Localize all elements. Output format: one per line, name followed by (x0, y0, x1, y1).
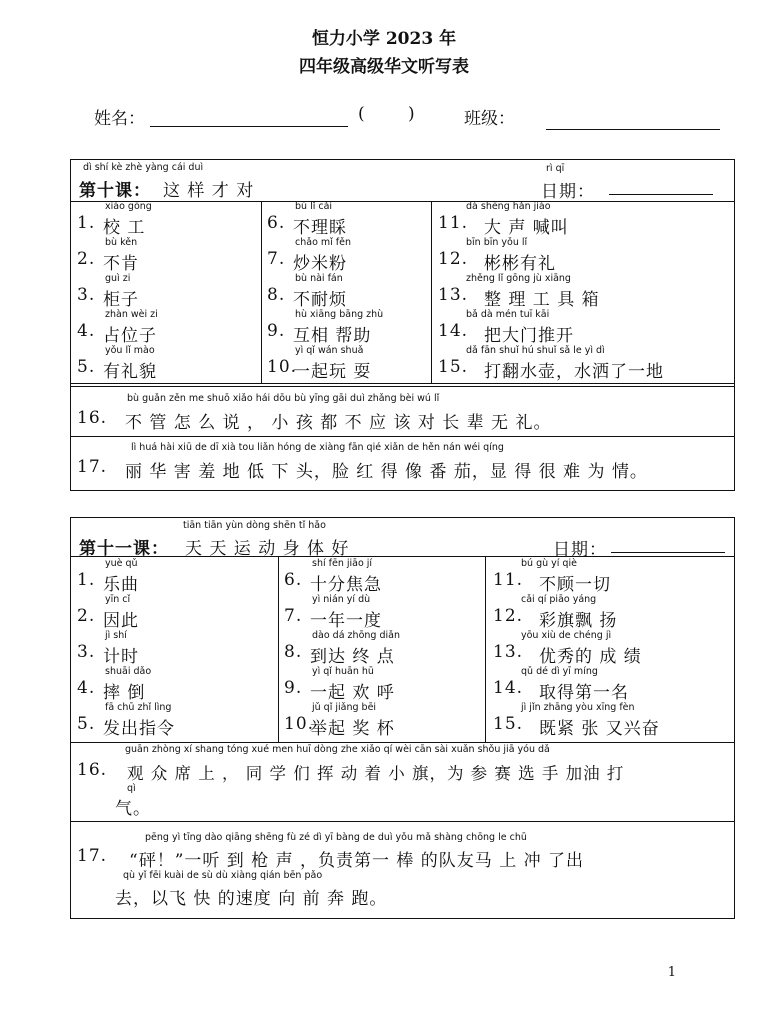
word-text: 发出指令 (103, 719, 175, 739)
word-pinyin: chǎo mǐ fěn (295, 237, 352, 248)
word-text: 打翻水壶，水洒了一地 (484, 362, 664, 382)
word-pinyin: bù kěn (105, 237, 138, 248)
word-text: 整 理 工 具 箱 (484, 290, 600, 310)
worksheet-title: 四年级高级华文听写表 (299, 57, 469, 77)
lesson-11-title-pinyin: tiān tiān yùn dòng shēn tǐ hǎo (183, 520, 326, 531)
page-number: 1 (667, 965, 676, 980)
l11-s16-pinyin: guān zhòng xí shang tóng xué men huī dòng zhe xiǎo qí wèi cān sài xuǎn shǒu jiā yóu dǎ (125, 744, 550, 755)
word-text: 互相 帮助 (293, 326, 372, 346)
s17-sentence: 丽 华 害 羞 地 低 下 头，脸 红 得 像 番 茄，显 得 很 难 为 情。 (125, 462, 648, 482)
word-number: 1. (77, 213, 96, 233)
word-pinyin: yuè qǔ (105, 558, 138, 569)
lesson-10-date-label: 日期： (541, 182, 595, 202)
word-number: 6. (284, 570, 303, 590)
l11-s16-number: 16. (77, 760, 108, 780)
word-text: 取得第一名 (539, 683, 629, 703)
word-number: 4. (77, 678, 96, 698)
word-pinyin: bú gù yí qiè (521, 558, 577, 569)
word-number: 12. (438, 249, 469, 269)
lesson-11-title-text: 天 天 运 动 身 体 好 (185, 539, 350, 559)
l11-s17-sentence: “砰！”一听 到 枪 声 ，负责第一 棒 的队友马 上 冲 了出 (129, 851, 585, 871)
word-number: 15. (493, 714, 524, 734)
word-pinyin: yì qǐ huān hū (312, 666, 374, 677)
word-pinyin: bù lǐ cǎi (295, 201, 333, 212)
l11-s17-sentence-cont: 去，以飞 快 的速度 向 前 奔 跑。 (115, 889, 388, 909)
lesson-11-title: 第十一课： (79, 539, 169, 559)
l11-s16-sentence-cont: 气。 (115, 799, 151, 819)
l11-s17b-pinyin: qù yǐ fēi kuài de sù dù xiàng qián bēn pǎo (123, 870, 323, 881)
word-number: 10. (284, 714, 315, 734)
word-text: 占位子 (103, 326, 157, 346)
word-pinyin: bù nài fán (295, 273, 343, 284)
word-pinyin: bīn bīn yǒu lǐ (466, 237, 528, 248)
word-number: 7. (267, 249, 286, 269)
word-text: 校 工 (103, 218, 146, 238)
word-number: 8. (284, 642, 303, 662)
word-text: 到达 终 点 (310, 647, 395, 667)
name-label: 姓名： (94, 109, 145, 129)
word-text: 因此 (103, 611, 139, 631)
word-pinyin: guì zi (105, 273, 131, 284)
word-text: 一起 欢 呼 (310, 683, 395, 703)
word-pinyin: yōu xiù de chéng jì (521, 630, 612, 641)
word-number: 3. (77, 642, 96, 662)
lesson-11-date-blank[interactable] (611, 552, 725, 553)
word-text: 优秀的 成 绩 (539, 647, 642, 667)
word-number: 9. (284, 678, 303, 698)
word-number: 2. (77, 249, 96, 269)
word-pinyin: jì jǐn zhāng yòu xīng fèn (521, 702, 635, 713)
word-pinyin: zhàn wèi zi (105, 309, 158, 320)
word-number: 11. (493, 570, 524, 590)
word-number: 14. (493, 678, 524, 698)
word-pinyin: dà shēng hǎn jiào (466, 201, 551, 212)
school-title: 恒力小学 2023 年 (311, 29, 457, 49)
word-pinyin: dào dá zhōng diǎn (312, 630, 400, 641)
word-number: 14. (438, 321, 469, 341)
word-number: 3. (77, 285, 96, 305)
word-pinyin: cǎi qí piāo yáng (521, 594, 597, 605)
word-number: 5. (77, 357, 96, 377)
word-number: 8. (267, 285, 286, 305)
lesson-10-date-blank[interactable] (609, 194, 713, 195)
lesson-10-title-pinyin: dì shí kè zhè yàng cái duì (83, 162, 204, 173)
word-pinyin: xiào gōng (105, 201, 152, 212)
word-text: 不顾一切 (539, 575, 611, 595)
class-blank[interactable] (546, 129, 720, 130)
word-text: 十分焦急 (310, 575, 382, 595)
s16-number: 16. (77, 408, 108, 428)
word-pinyin: jǔ qǐ jiǎng bēi (312, 702, 377, 713)
word-pinyin: zhěng lǐ gōng jù xiāng (466, 273, 571, 284)
word-text: 大 声 喊叫 (484, 218, 569, 238)
word-text: 一年一度 (310, 611, 382, 631)
word-text: 乐曲 (103, 575, 139, 595)
paren-open: ( (358, 104, 365, 124)
class-label: 班级： (464, 109, 515, 129)
word-text: 炒米粉 (293, 254, 347, 274)
lesson-11-table (70, 517, 735, 919)
lesson-10-title-text: 这 样 才 对 (163, 181, 255, 201)
name-blank[interactable] (150, 126, 348, 127)
date-pinyin: rì qī (546, 163, 565, 174)
word-text: 不理睬 (293, 218, 347, 238)
word-number: 4. (77, 321, 96, 341)
word-number: 13. (493, 642, 524, 662)
word-number: 5. (77, 714, 96, 734)
word-number: 6. (267, 213, 286, 233)
word-number: 9. (267, 321, 286, 341)
s16-sentence: 不 管 怎 么 说 ， 小 孩 都 不 应 该 对 长 辈 无 礼。 (125, 413, 552, 433)
word-number: 12. (493, 606, 524, 626)
lesson-10-title: 第十课： (79, 181, 151, 201)
s16-pinyin: bù guǎn zěn me shuō xiǎo hái dōu bù yīng gāi duì zhǎng bèi wú lǐ (127, 393, 440, 404)
word-text: 举起 奖 杯 (310, 719, 395, 739)
l11-s16-sentence: 观 众 席 上 ， 同 学 们 挥 动 着 小 旗，为 参 赛 选 手 加油 打 (127, 764, 625, 783)
word-number: 10. (267, 357, 298, 377)
l11-s17-number: 17. (77, 846, 108, 866)
lesson-10-table (70, 159, 735, 491)
word-text: 既紧 张 又兴奋 (539, 719, 660, 739)
word-pinyin: yì nián yí dù (312, 594, 371, 605)
word-text: 彩旗飘 扬 (539, 611, 618, 631)
s17-pinyin: lì huá hài xiū de dī xià tou liǎn hóng de xiàng fān qié xiǎn de hěn nán wéi qíng (131, 442, 504, 453)
word-text: 摔 倒 (103, 683, 146, 703)
word-pinyin: jì shí (105, 630, 127, 641)
word-pinyin: yīn cǐ (105, 594, 131, 605)
word-text: 不耐烦 (293, 290, 347, 310)
word-pinyin: shí fēn jiāo jí (312, 558, 373, 569)
word-pinyin: yǒu lǐ mào (105, 345, 155, 356)
paren-close: ) (408, 104, 415, 124)
word-number: 11. (438, 213, 469, 233)
word-number: 1. (77, 570, 96, 590)
word-pinyin: shuāi dǎo (105, 666, 152, 677)
word-number: 15. (438, 357, 469, 377)
word-number: 7. (284, 606, 303, 626)
word-text: 柜子 (103, 290, 139, 310)
word-pinyin: bǎ dà mén tuī kāi (466, 309, 550, 320)
word-pinyin: fā chū zhǐ lìng (105, 702, 172, 713)
word-pinyin: yì qǐ wán shuǎ (295, 345, 364, 356)
l11-s17-pinyin: pēng yì tīng dào qiāng shēng fù zé dì yī bàng de duì yǒu mǎ shàng chōng le chū (145, 832, 527, 843)
word-number: 13. (438, 285, 469, 305)
word-pinyin: hù xiāng bāng zhù (295, 309, 384, 320)
word-text: 有礼貌 (103, 362, 157, 382)
word-number: 2. (77, 606, 96, 626)
lesson-11-date-label: 日期： (553, 540, 607, 560)
s17-number: 17. (77, 457, 108, 477)
word-text: 彬彬有礼 (484, 254, 556, 274)
word-text: 不肯 (103, 254, 139, 274)
word-pinyin: dǎ fān shuǐ hú shuǐ sǎ le yì dì (466, 345, 605, 356)
l11-s16b-pinyin: qì (127, 783, 136, 794)
word-text: 一起玩 耍 (293, 362, 372, 382)
word-text: 把大门推开 (484, 326, 574, 346)
word-pinyin: qǔ dé dì yī míng (521, 666, 598, 677)
word-text: 计时 (103, 647, 139, 667)
